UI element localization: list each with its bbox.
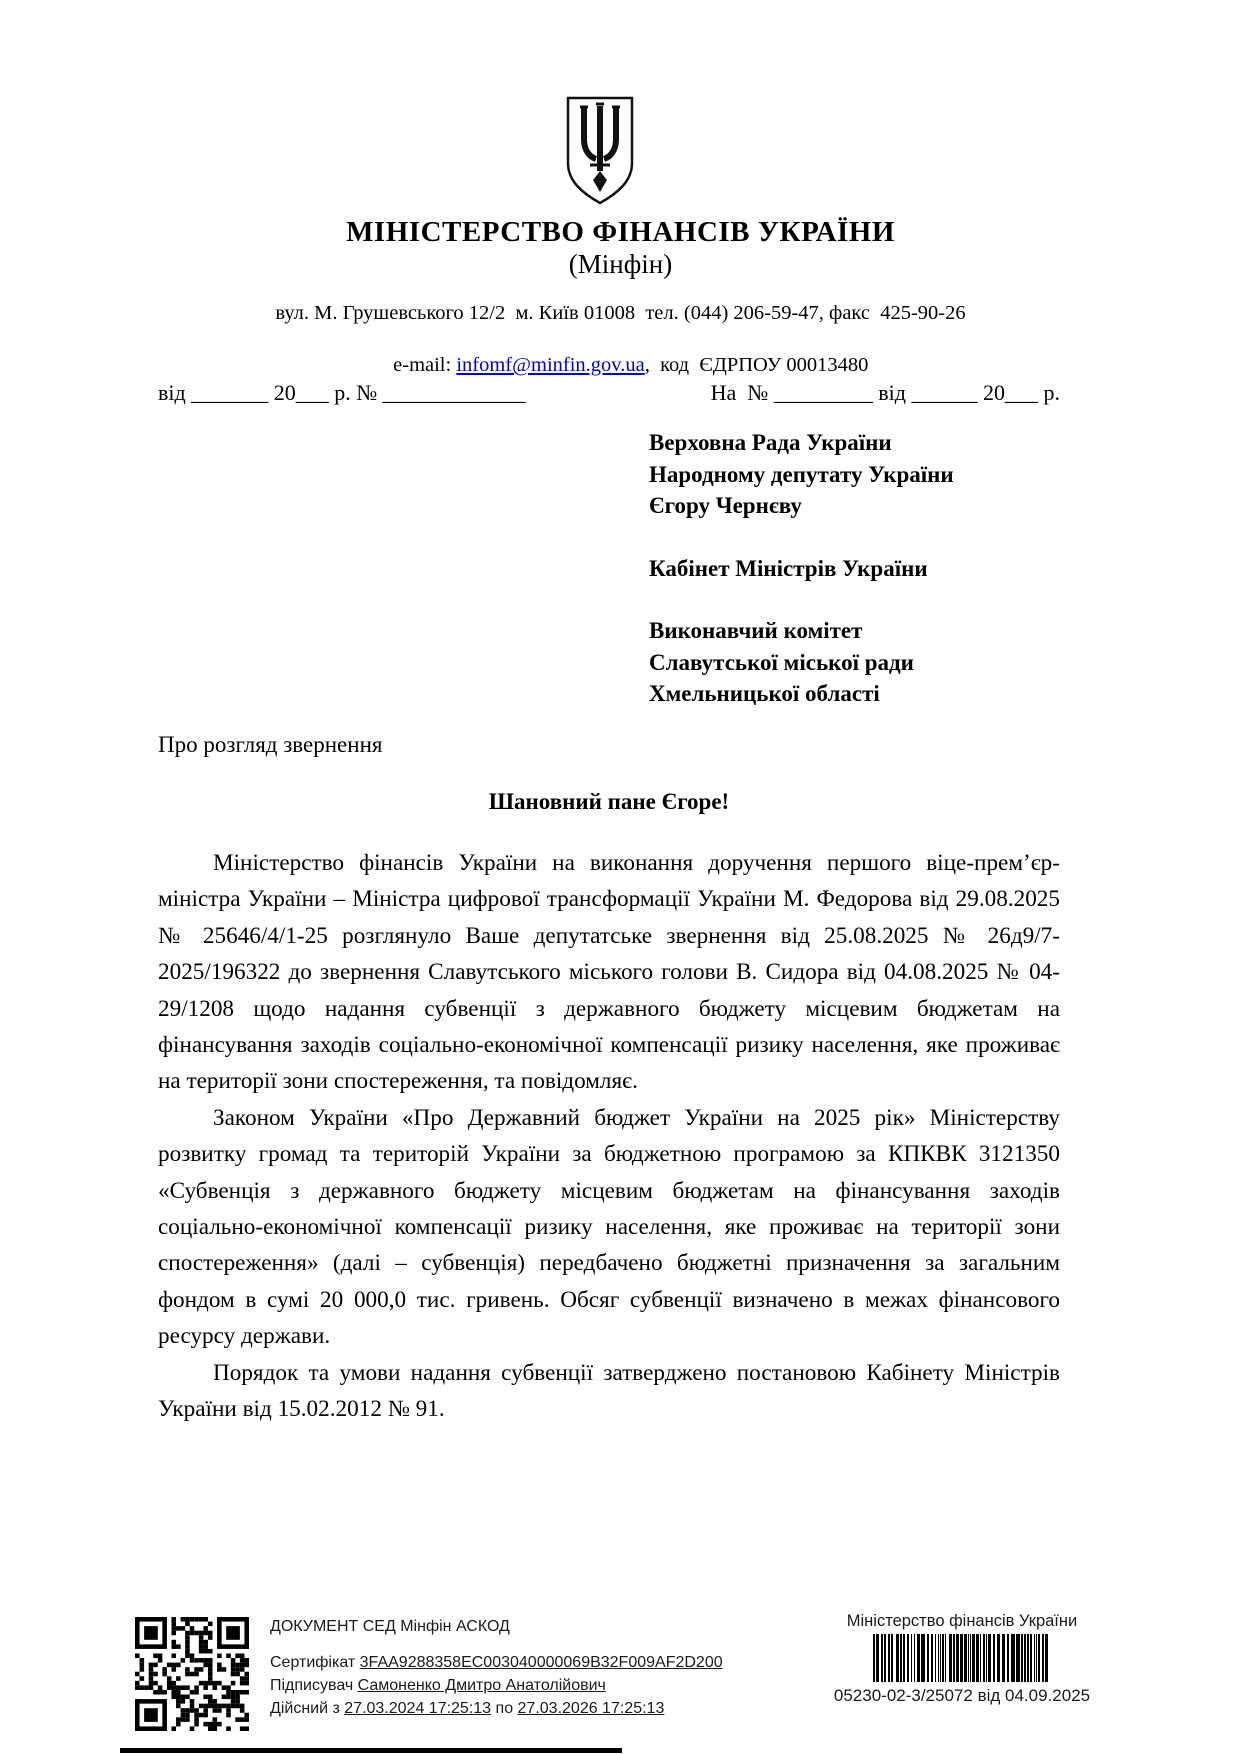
barcode-icon	[871, 1634, 1053, 1682]
email-label: e-mail:	[393, 354, 457, 376]
email-link[interactable]: infomf@minfin.gov.ua	[456, 354, 645, 376]
recipient-line: Хмельницької області	[649, 681, 880, 706]
recipient-line: Славутської міської ради	[649, 649, 914, 675]
ukraine-tryzub-coat-of-arms-icon	[563, 95, 637, 207]
qr-code-icon	[135, 1617, 249, 1731]
validity-from: 27.03.2024 17:25:13	[344, 1700, 492, 1717]
validity-label: Дійсний з	[270, 1700, 345, 1717]
body-paragraph: Міністерство фінансів України на виконання доручення першого віце-прем’єр-міністра України – Міністра цифрової трансформації України М. Федорова від 29.08.2025 № 25646/4/1-25 розглянуло Ваше депутатське звернення від 25.08.2025 № 26д9/7-2025/196322 до звернення Славутського міського голови В. Сидора від 04.08.2025 № 04-29/1208 щодо надання субвенції з державного бюджету місцевим бюджетам на фінансування заходів соціально-економічної компенсації ризику населення, яке проживає на території зони спостереження, та повідомляє.	[158, 850, 1060, 1095]
letter-body	[158, 845, 1060, 1428]
body-paragraph: Законом України «Про Державний бюджет України на 2025 рік» Міністерству розвитку громад та територій України за бюджетною програмою за КПКВК 3121350 «Субвенція з державного бюджету місцевим бюджетам на фінансування заходів соціально-економічної компенсації ризику населення, яке проживає на території зони спостереження» (далі – субвенція) передбачено бюджетні призначення за загальним фондом в сумі 20 000,0 тис. гривень. Обсяг субвенції визначено в межах фінансового ресурсу держави.	[158, 1104, 1060, 1350]
recipient-line: Верховна Рада України	[649, 430, 892, 455]
validity-row	[270, 1697, 723, 1720]
body-paragraph: Порядок та умови надання субвенції затверджено постановою Кабінету Міністрів України від 15.02.2012 № 91.	[158, 1359, 1060, 1423]
address-line: вул. М. Грушевського 12/2 м. Київ 01008 тел. (044) 206-59-47, факс 425-90-26	[275, 302, 966, 324]
ministry-name: МІНІСТЕРСТВО ФІНАНСІВ УКРАЇНИ	[346, 216, 895, 248]
recipient-group	[649, 615, 954, 710]
signer-row	[270, 1674, 723, 1697]
recipient-line: Єгору Чернєву	[649, 493, 802, 518]
incoming-ref-blank: На № _________ від ______ 20___ р.	[710, 380, 1060, 405]
recipient-line: Кабінет Міністрів України	[649, 555, 928, 581]
digital-signature-block	[270, 1618, 723, 1720]
recipient-line: Виконавчий комітет	[649, 618, 863, 643]
subject-line: Про розгляд звернення	[158, 732, 383, 757]
registration-org-name: Міністерство фінансів України	[846, 1612, 1078, 1630]
ministry-short-name: (Мінфін)	[568, 249, 673, 279]
validity-separator: по	[491, 1700, 518, 1717]
signer-label: Підписувач	[270, 1677, 358, 1694]
scan-artifact-line	[120, 1748, 622, 1753]
recipient-group	[649, 427, 954, 522]
edrpou-code: , код ЄДРПОУ 00013480	[644, 354, 869, 376]
recipient-line: Народному депутату України	[649, 461, 954, 487]
recipients-block	[649, 427, 954, 741]
registration-number: 05230-02-3/25072 від 04.09.2025	[833, 1686, 1091, 1705]
certificate-value: 3FAA9288358EC003040000069B32F009AF2D200	[359, 1654, 723, 1671]
certificate-label: Сертифікат	[270, 1654, 360, 1671]
sed-system-label: ДОКУМЕНТ СЕД Мінфін АСКОД	[270, 1618, 510, 1635]
registration-stamp	[828, 1612, 1096, 1706]
salutation: Шановний пане Єгоре!	[488, 789, 730, 814]
reference-line	[158, 380, 1060, 406]
validity-to: 27.03.2026 17:25:13	[517, 1700, 665, 1717]
outgoing-ref-blank: від _______ 20___ р. № _____________	[158, 380, 526, 405]
recipient-group	[649, 553, 954, 585]
signer-name: Самоненко Дмитро Анатолійович	[357, 1677, 606, 1694]
certificate-row	[270, 1651, 723, 1674]
